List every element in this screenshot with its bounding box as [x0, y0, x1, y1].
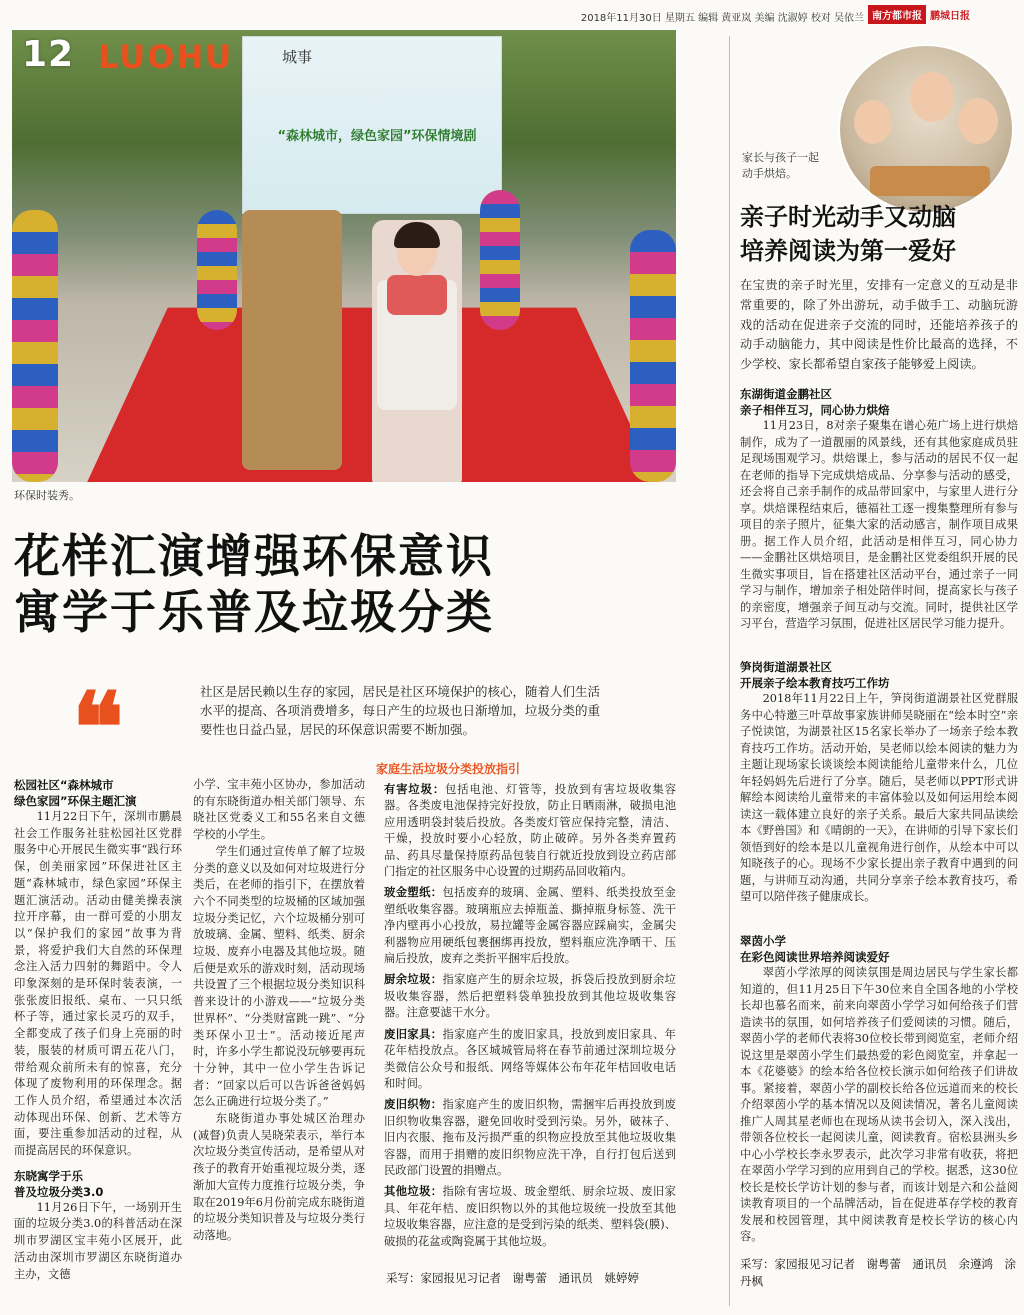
- guide-item-key: 有害垃圾：: [384, 783, 446, 796]
- story-jinpeng: [740, 386, 1018, 633]
- balloon-column: [12, 210, 58, 482]
- sorting-guide-box: [376, 760, 678, 1300]
- parent-face: [910, 72, 954, 122]
- guide-item-text: 包括电池、灯管等，投放到有害垃圾收集容器。各类废电池保持完好投放，防止日晒雨淋，破损电池应用透明袋封装后投放。各类废灯管应保持完整，清洁、干燥，投放时要小心轻放，防止破碎。另外各类弃置药品、药具尽量保持原药品包装自行就近投放到设立药店部门指定的社区服务中心设置的过期药品回收箱内。: [384, 783, 676, 879]
- guide-item-key: 其他垃圾：: [384, 1185, 443, 1199]
- right-headline: [740, 200, 1020, 268]
- header-info: 2018年11月30日 星期五 编辑 黄亚岚 美编 沈淑婷 校对 吴依兰: [580, 13, 864, 24]
- column-divider: [729, 36, 730, 1306]
- guide-item-key: 玻金塑纸：: [384, 886, 443, 900]
- child-hair: [394, 222, 440, 248]
- guide-item-key: 厨余垃圾：: [384, 973, 443, 987]
- balloon-column: [197, 210, 237, 330]
- subheading-dongxiao: [14, 1168, 182, 1200]
- paragraph: 11月26日下午，一场别开生面的垃圾分类3.0的科普活动在深圳市罗湖区宝丰苑小区展开，此活动由深圳市罗湖区东晓街道办主办，文德: [14, 1200, 182, 1281]
- page-number: 12: [22, 34, 75, 75]
- guide-item-text: 指家庭产生的废旧织物，需捆牢后再投放到废旧织物收集容器，避免回收时受到污染。另外，破袜子、旧内衣服、拖布及污损严重的织物应投放至其他垃圾收集容器，而用于捐赠的废旧织物应洗干净，自行打包后送到民政部门设置的捐赠点。: [384, 1098, 676, 1177]
- story-location: 翠茵小学: [740, 934, 786, 948]
- main-headline: [14, 528, 674, 640]
- guide-item-key: 废旧织物：: [384, 1098, 443, 1112]
- red-top: [387, 275, 447, 315]
- guide-item: [384, 972, 676, 1021]
- paragraph: 小学、宝丰苑小区协办，参加活动的有东晓街道办相关部门领导、东晓社区党委义工和55名来自文德学校的小学生。: [193, 778, 365, 842]
- child-box-costume: [242, 210, 342, 470]
- child-face: [854, 100, 892, 144]
- paragraph: 东晓街道办事处城区治理办(减督)负责人吴晓荣表示，举行本次垃圾分类宣传活动，是希望从对孩子的教育开始重视垃圾分类，逐渐加大宣传力度推行垃圾分类，争取在2019年6月份前完成东晓街道的垃圾分类知识普及与垃圾分类行动落地。: [193, 1112, 365, 1242]
- story-title: 亲子相伴互习，同心协力烘焙: [740, 403, 890, 417]
- byline-left: 采写：家园报见习记者 谢粤蕾 通讯员 姚婷婷: [386, 1271, 639, 1285]
- guide-item-text: 指除有害垃圾、玻金塑纸、厨余垃圾、废旧家具、年花年桔、废旧织物以外的其他垃圾统一投放至其他垃圾收集容器，应注意的是受到污染的纸类、塑料袋(膜)、破损的花盆或陶瓷属于其他垃圾。: [384, 1185, 676, 1248]
- guide-item-text: 指家庭产生的厨余垃圾，拆袋后投放到厨余垃圾收集容器，然后把塑料袋单独投放到其他垃圾收集容器。注意要滤干水分。: [384, 973, 676, 1020]
- guide-title: 家庭生活垃圾分类投放指引: [376, 762, 521, 776]
- guide-item: [384, 1027, 676, 1093]
- guide-item-text: 指家庭产生的废旧家具，投放到废旧家具、年花年桔投放点。各区城城管局将在春节前通过深圳垃圾分类微信公众号和报纸、网络等媒体公布年花年桔回收电话和时间。: [384, 1027, 676, 1090]
- subheading-line: 绿色家园”环保主题汇演: [14, 794, 137, 808]
- quote-mark-icon: ❝: [72, 671, 124, 784]
- article-column-1: [14, 777, 182, 1283]
- story-text: 2018年11月22日上午，笋岗街道湖景社区党群服务中心特邀三叶草故事家族讲师吴晓丽在“绘本时空”亲子悦读馆，为湖景社区15名家长举办了一场亲子绘本教育技巧工作坊。活动开始，吴老师以绘本阅读的魅力为主题让现场家长谈谈绘本阅读能给儿童带来什么，几位年轻妈妈先后进行了分享。随后，吴老师以PPT形式讲解绘本阅读给儿童带来的丰富体验以及如何运用绘本阅读这一载体建立良好的亲子关系。最后大家共同品读绘本《野兽国》和《晴朗的一天》，在讲师的引导下家长们领悟到好的绘本是以儿童视角进行创作，从绘本中可以知晓孩子的心。现场不少家长提出亲子教育中遇到的问题，与讲师互动沟通，共同分享亲子绘本教育技巧，希望可以陪伴孩子健康成长。: [740, 692, 1018, 903]
- story-text: 翠茵小学浓厚的阅读氛围是周边居民与学生家长都知道的，但11月25日下午30位来自全国各地的小学校长却也慕名而来，前来向翠茵小学学习如何给孩子们营造读书的氛围，如何培养孩子们爱阅读的习惯。随后，翠茵小学的老师代表将30位校长带到阅览室，老师介绍说这里是翠茵小学生们最热爱的彩色阅览室，并拿起一本《花婆婆》的绘本给各位校长演示如何给孩子们讲故事。紧接着，翠茵小学的副校长给各位远道而来的校长介绍翠茵小学的基本情况以及阅读情况，著名儿童阅读推广人周其星老师也在现场从读书会切入，深入浅出，带领各位校长一起阅读儿童，阅读教育。宿松县洲头乡中心小学校长李永罗表示，此次学习非常有收获，将把在翠茵小学学习到的应用到自己的学校。据悉，这30位校长是校长学访计划的参与者，而该计划是六和公益阅读教育项目的一个品牌活动，旨在促进革存学校的教育发展和校园管理，其中阅读教育是校长学访的核心内容。: [740, 966, 1018, 1243]
- byline-right: 采写：家园报见习记者 谢粤蕾 通讯员 余遵鸿 涂丹枫: [740, 1257, 1016, 1288]
- brand-name: 南方都市报: [868, 5, 926, 24]
- right-intro: 在宝贵的亲子时光里，安排有一定意义的互动是非常重要的，除了外出游玩，动手做手工、动脑玩游戏的活动在促进亲子交流的同时，还能培养孩子的动手动脑能力，其中阅读是性价比最高的选择，不少学校、家长都希望自家孩子能够爱上阅读。: [740, 278, 1018, 372]
- story-title: 开展亲子绘本教育技巧工作坊: [740, 676, 890, 690]
- guide-item: [384, 1097, 676, 1179]
- subheading-line: 东晓寓学于乐: [14, 1168, 83, 1183]
- article-column-2: [193, 777, 365, 1245]
- banner-title: “森林城市，绿色家园”环保情境剧: [277, 129, 477, 144]
- story-text: 11月23日，8对亲子聚集在谱心苑广场上进行烘焙制作，成为了一道靓丽的风景线，还有其他家庭成员驻足现场围观学习。烘焙课上，参与活动的居民不仅一起在老师的指导下完成烘焙成品、分享参与活动的感受，还会将自己亲手制作的成品带回家中，与家里人进行分享。烘焙课程结束后，德福社工逐一搜集整理所有参与项目的亲子照片，征集大家的活动感言，制作项目成果册。据工作人员介绍，此活动是相伴互习，同心协力——金鹏社区烘焙项目，是金鹏社区党委组织开展的民生微实事项目，旨在搭建社区活动平台，通过亲子一同学习与制作，增加亲子相处陪伴时间，提高家长与孩子的亲密度，增强亲子间互动与交流。同时，提供社区学习平台，营造学习氛围，促进社区居民学习能力提升。: [740, 419, 1018, 630]
- section-sub: 城事: [282, 48, 313, 66]
- guide-body: [384, 782, 676, 1255]
- right-headline-line-2: 培养阅读为第一爱好: [740, 237, 956, 265]
- guide-item-text: 包括废弃的玻璃、金属、塑料、纸类投放至金塑纸收集容器。玻璃瓶应去掉瓶盖、撕掉瓶身标签、洗干净内壁再小心投放，易拉罐等金属容器应踩扁实，金属尖利器物应用硬纸包裹捆绑再投放，塑料瓶应洗净晒干、压扁后投放，废弃之类折平捆牢后投放。: [384, 886, 676, 966]
- photo-caption: 环保时装秀。: [14, 489, 80, 502]
- story-cuiyin: [740, 933, 1018, 1246]
- story-title: 在彩色阅读世界培养阅读爱好: [740, 950, 890, 964]
- main-photo: [12, 30, 676, 482]
- intro-text: 社区是居民赖以生存的家园，居民是社区环境保护的核心，随着人们生活水平的提高、各项消费增多，每日产生的垃圾也日渐增加，垃圾分类的重要性也日益凸显，居民的环保意识需要不断加强。: [200, 684, 601, 737]
- paragraph: 学生们通过宣传单了解了垃圾分类的意义以及如何对垃圾进行分类后，在老师的指引下，在摆放着六个不同类型的垃圾桶的区域加强垃圾分类记忆，六个垃圾桶分别可放玻璃、金属、塑料、纸类、厨余垃圾、废弃小电器及其他垃圾。随后便是欢乐的游戏时刻，活动现场共设置了三个根据垃圾分类知识科普来设计的小游戏——“垃圾分类世界杯”、“分类财富跳一跳”、“分类环保小卫士”。活动接近尾声时，许多小学生都说没玩够要再玩十分钟，其中一位小学生告诉记者：“回家以后可以告诉爸爸妈妈怎么正确进行垃圾分类了。”: [193, 844, 365, 1109]
- child-face: [958, 98, 998, 144]
- headline-line-2: 寓学于乐普及垃圾分类: [14, 585, 494, 639]
- subheading-songyuan: [14, 777, 182, 809]
- story-hujing: [740, 659, 1018, 906]
- paragraph: 11月22日下午，深圳市鹏晨社会工作服务社驻松园社区党群服务中心开展民生微实事“践行环保，创美丽家园”环保进社区主题“森林城市，绿色家园”环保主题汇演活动。活动由健美操表演拉开序幕，由一群可爱的小朋友以“保护我们的家园”故事为背景，将爱护我们大自然的环保理念注入活力四射的舞蹈中。令人印象深刻的是环保时装表演，一张张废旧报纸、桌布、一只只纸杯子等，通过家长灵巧的双手，全都变成了孩子们身上亮丽的时装，服装的材质可谓五花八门，带给观众前所未有的惊喜，充分体现了废物利用的环保理念。据工作人员介绍，希望通过本次活动体现出环保、创新、艺术等方面，要注重参加活动的过程，从而提高居民的环保意识。: [14, 810, 182, 1158]
- headline-line-1: 花样汇演增强环保意识: [14, 529, 494, 583]
- balloon-column: [480, 190, 520, 330]
- newspaper-brand: [868, 5, 1016, 23]
- inset-caption: 家长与孩子一起动手烘焙。: [742, 151, 819, 180]
- guide-item-key: 废旧家具：: [384, 1027, 443, 1041]
- brand-sub: 鹏城日报: [930, 10, 970, 22]
- story-location: 东湖街道金鹏社区: [740, 387, 832, 401]
- subheading-line: 松园社区“森林城市: [14, 778, 114, 792]
- subheading-line: 普及垃圾分类3.0: [14, 1184, 104, 1199]
- guide-item: [384, 1184, 676, 1250]
- baking-tray: [870, 166, 990, 196]
- guide-item: [384, 782, 676, 880]
- balloon-column: [630, 230, 676, 482]
- child-paper-dress: [372, 220, 462, 482]
- section-name: LUOHU: [98, 38, 234, 76]
- story-location: 笋岗街道湖景社区: [740, 660, 832, 674]
- inset-photo: [838, 44, 1014, 214]
- guide-item: [384, 885, 676, 967]
- right-headline-line-1: 亲子时光动手又动脑: [740, 203, 956, 231]
